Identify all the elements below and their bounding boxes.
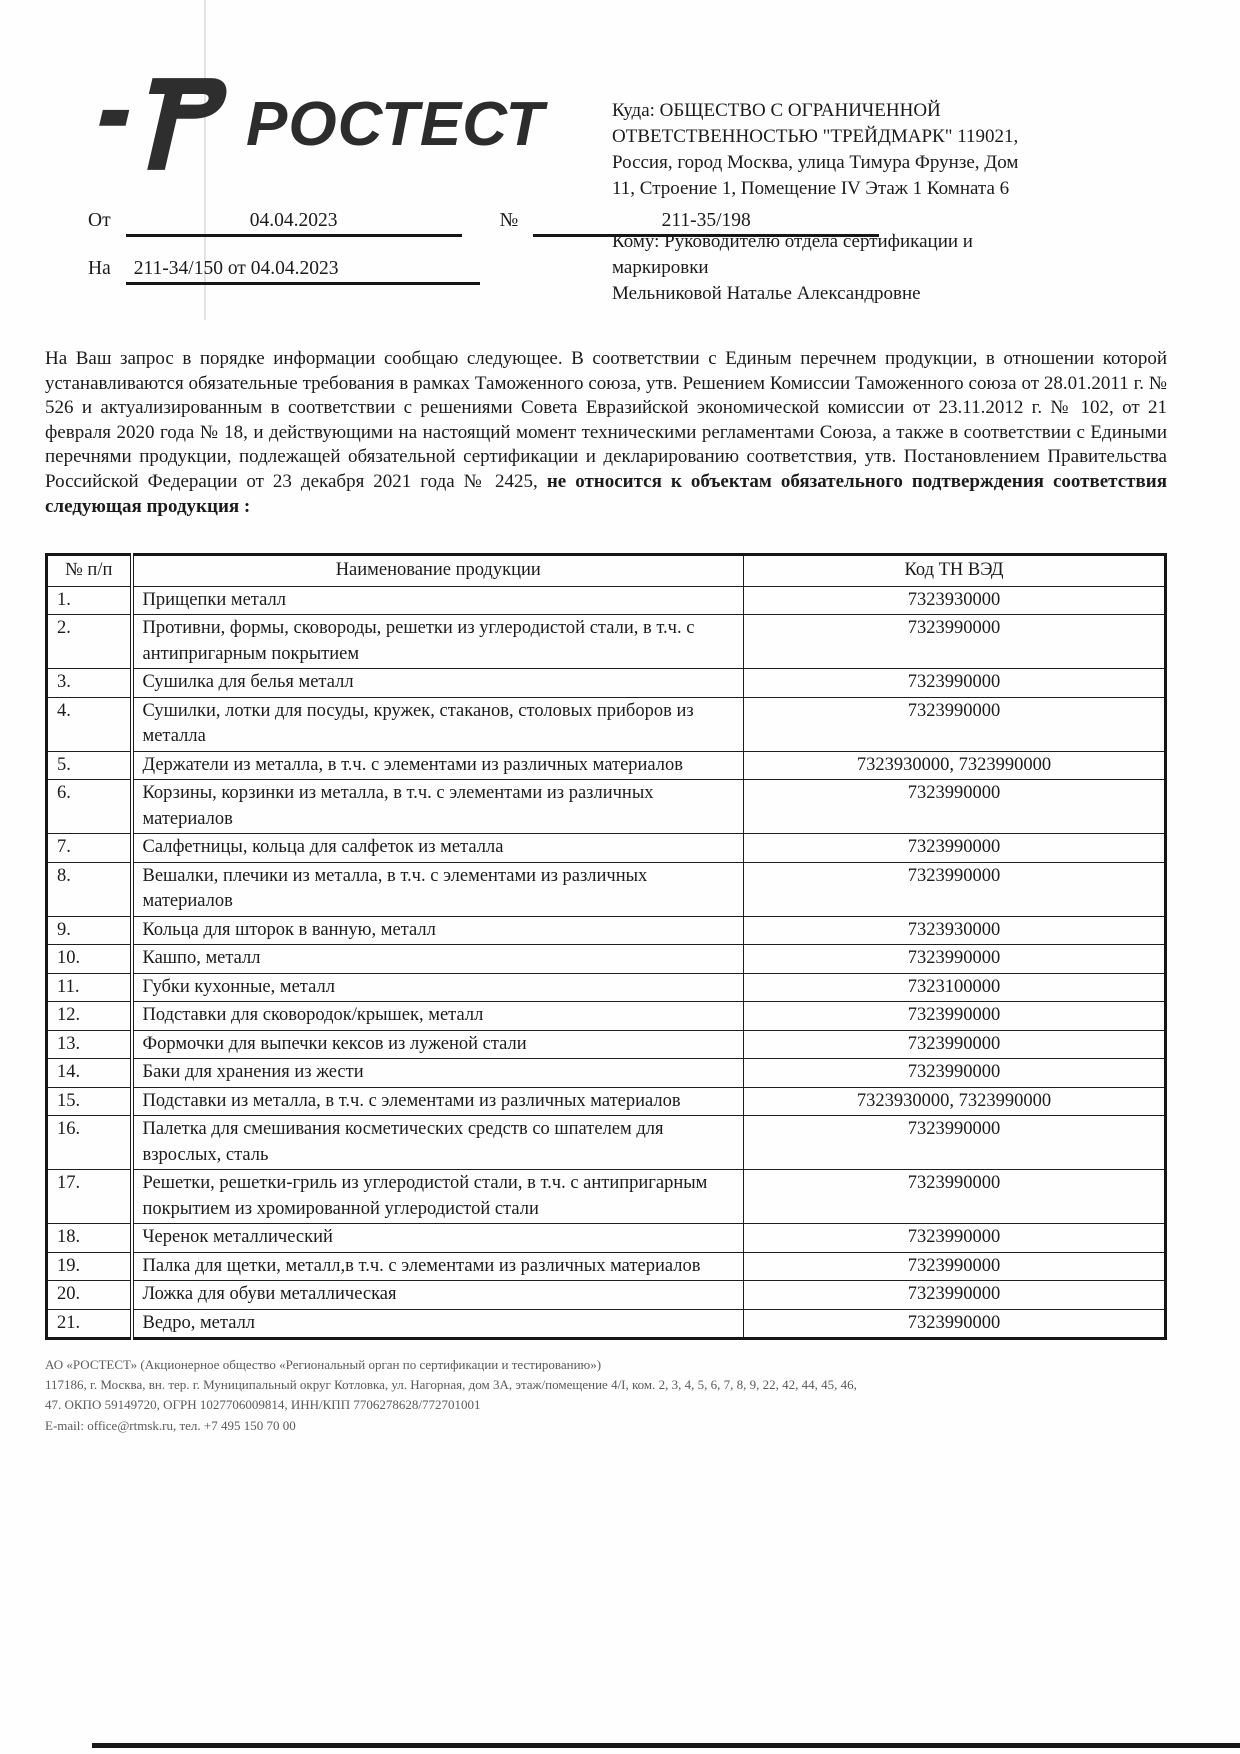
cell-code: 7323990000 xyxy=(744,780,1166,834)
table-row xyxy=(47,615,1166,669)
table-row xyxy=(47,862,1166,916)
table-row xyxy=(47,1059,1166,1088)
cell-num: 18. xyxy=(47,1224,132,1253)
footer-address-line: 117186, г. Москва, вн. тер. г. Муниципальный округ Котловка, ул. Нагорная, дом 3А, этаж/помещение 4/I, ком. 2, 3, 4, 5, 6, 7, 8, 9, 22, 42, 44, 45, 46, xyxy=(45,1377,857,1393)
cell-num: 13. xyxy=(47,1030,132,1059)
col-header-code: Код ТН ВЭД xyxy=(744,555,1166,587)
table-row xyxy=(47,751,1166,780)
table-row xyxy=(47,1309,1166,1339)
cell-code: 7323990000 xyxy=(744,1281,1166,1310)
table-row xyxy=(47,1116,1166,1170)
cell-code: 7323930000 xyxy=(744,586,1166,615)
cell-num: 15. xyxy=(47,1087,132,1116)
letter-date: 04.04.2023 xyxy=(126,210,462,237)
cell-code: 7323990000 xyxy=(744,1002,1166,1031)
footer-contacts-line: E-mail: office@rtmsk.ru, тел. +7 495 150 70 00 xyxy=(45,1417,296,1433)
cell-name: Подставки из металла, в т.ч. с элементами из различных материалов xyxy=(132,1087,744,1116)
cell-code: 7323990000 xyxy=(744,945,1166,974)
letter-body xyxy=(45,347,1167,519)
letterhead-footer xyxy=(45,1355,1167,1436)
cell-num: 6. xyxy=(47,780,132,834)
recipient-person: Мельниковой Наталье Александровне xyxy=(612,283,921,304)
cell-code: 7323990000 xyxy=(744,1309,1166,1339)
recipient-address: Куда: ОБЩЕСТВО С ОГРАНИЧЕННОЙ ОТВЕТСТВЕННОСТЬЮ "ТРЕЙДМАРК" 119021, Россия, город Москва, улица Тимура Фрунзе, Дом 11, Строение 1, Помещение IV Этаж 1 Комната 6 xyxy=(612,100,1019,199)
cell-name: Черенок металлический xyxy=(132,1224,744,1253)
table-row xyxy=(47,586,1166,615)
cell-num: 19. xyxy=(47,1252,132,1281)
cell-name: Вешалки, плечики из металла, в т.ч. с элементами из различных материалов xyxy=(132,862,744,916)
cell-name: Кольца для шторок в ванную, металл xyxy=(132,916,744,945)
table-row xyxy=(47,1002,1166,1031)
table-row xyxy=(47,669,1166,698)
col-header-name: Наименование продукции xyxy=(132,555,744,587)
table-row xyxy=(47,973,1166,1002)
cell-num: 16. xyxy=(47,1116,132,1170)
cell-num: 1. xyxy=(47,586,132,615)
scan-edge-artifact xyxy=(92,1743,1240,1748)
cell-code: 7323990000 xyxy=(744,834,1166,863)
footer-registry-line: 47. ОКПО 59149720, ОГРН 1027706009814, ИНН/КПП 7706278628/772701001 xyxy=(45,1397,481,1413)
cell-code: 7323990000 xyxy=(744,1224,1166,1253)
cell-code: 7323930000, 7323990000 xyxy=(744,751,1166,780)
cell-code: 7323990000 xyxy=(744,697,1166,751)
cell-name: Противни, формы, сковороды, решетки из углеродистой стали, в т.ч. с антипригарным покрытием xyxy=(132,615,744,669)
cell-code: 7323990000 xyxy=(744,1252,1166,1281)
cell-name: Подставки для сковородок/крышек, металл xyxy=(132,1002,744,1031)
cell-name: Баки для хранения из жести xyxy=(132,1059,744,1088)
from-label: От xyxy=(88,210,111,231)
rostest-logo-text: РОСТЕСТ xyxy=(246,89,545,159)
cell-num: 11. xyxy=(47,973,132,1002)
reply-label: На xyxy=(88,258,111,279)
cell-num: 17. xyxy=(47,1170,132,1224)
cell-name: Губки кухонные, металл xyxy=(132,973,744,1002)
cell-num: 14. xyxy=(47,1059,132,1088)
cell-code: 7323100000 xyxy=(744,973,1166,1002)
cell-name: Держатели из металла, в т.ч. с элементами из различных материалов xyxy=(132,751,744,780)
table-row xyxy=(47,945,1166,974)
product-table xyxy=(45,553,1167,1340)
cell-num: 12. xyxy=(47,1002,132,1031)
table-row xyxy=(47,697,1166,751)
reply-reference: 211-34/150 от 04.04.2023 xyxy=(126,258,480,285)
body-text-bold: не относится к объектам обязательного подтверждения соответствия следующая продукция : xyxy=(45,470,1167,517)
cell-code: 7323990000 xyxy=(744,862,1166,916)
table-row xyxy=(47,1252,1166,1281)
letter-number: 211-35/198 xyxy=(533,210,879,237)
cell-name: Прищепки металл xyxy=(132,586,744,615)
cell-name: Кашпо, металл xyxy=(132,945,744,974)
outgoing-reference-line xyxy=(88,210,879,237)
table-row xyxy=(47,1224,1166,1253)
number-label: № xyxy=(499,210,519,231)
recipient-attention: Кому: Руководителю отдела сертификации и маркировки xyxy=(612,231,973,278)
cell-num: 9. xyxy=(47,916,132,945)
cell-name: Сушилка для белья металл xyxy=(132,669,744,698)
rostest-logo-mark xyxy=(80,68,230,180)
body-text-normal: На Ваш запрос в порядке информации сообщаю следующее. В соответствии с Единым перечнем продукции, в отношении которой устанавливаются обязательные требования в рамках Таможенного союза, утв. Решением Комиссии Таможенного союза от 28.01.2011 г. № 526 и актуализированным в соответствии с решениями Совета Евразийской экономической комиссии от 23.11.2012 г. № 102, от 21 февраля 2020 года № 18, и действующими на настоящий момент техническими регламентами Союза, а также в соответствии с Едиными перечнями продукции, подлежащей обязательной сертификации и декларированию соответствия, утв. Постановлением Правительства Российской Федерации от 23 декабря 2021 года № 2425, xyxy=(45,348,1167,492)
cell-code: 7323930000 xyxy=(744,916,1166,945)
cell-code: 7323930000, 7323990000 xyxy=(744,1087,1166,1116)
cell-code: 7323990000 xyxy=(744,1170,1166,1224)
cell-num: 8. xyxy=(47,862,132,916)
cell-name: Салфетницы, кольца для салфеток из металла xyxy=(132,834,744,863)
rostest-logo xyxy=(80,68,545,180)
reference-block xyxy=(88,210,879,285)
table-row xyxy=(47,1281,1166,1310)
cell-code: 7323990000 xyxy=(744,1116,1166,1170)
table-row xyxy=(47,1030,1166,1059)
product-table-body xyxy=(47,586,1166,1339)
cell-num: 7. xyxy=(47,834,132,863)
cell-name: Корзины, корзинки из металла, в т.ч. с элементами из различных материалов xyxy=(132,780,744,834)
table-row xyxy=(47,916,1166,945)
table-header-row xyxy=(47,555,1166,587)
col-header-num: № п/п xyxy=(47,555,132,587)
cell-num: 3. xyxy=(47,669,132,698)
cell-num: 21. xyxy=(47,1309,132,1339)
table-row xyxy=(47,780,1166,834)
cell-code: 7323990000 xyxy=(744,615,1166,669)
cell-name: Палка для щетки, металл,в т.ч. с элементами из различных материалов xyxy=(132,1252,744,1281)
cell-name: Решетки, решетки-гриль из углеродистой стали, в т.ч. с антипригарным покрытием из хромированной углеродистой стали xyxy=(132,1170,744,1224)
cell-num: 5. xyxy=(47,751,132,780)
cell-code: 7323990000 xyxy=(744,1059,1166,1088)
table-row xyxy=(47,1170,1166,1224)
table-row xyxy=(47,1087,1166,1116)
incoming-reference-line xyxy=(88,258,879,285)
cell-name: Ведро, металл xyxy=(132,1309,744,1339)
cell-num: 10. xyxy=(47,945,132,974)
table-row xyxy=(47,834,1166,863)
cell-name: Ложка для обуви металлическая xyxy=(132,1281,744,1310)
cell-name: Формочки для выпечки кексов из луженой стали xyxy=(132,1030,744,1059)
cell-name: Палетка для смешивания косметических средств со шпателем для взрослых, сталь xyxy=(132,1116,744,1170)
cell-num: 2. xyxy=(47,615,132,669)
footer-company-line: АО «РОСТЕСТ» (Акционерное общество «Региональный орган по сертификации и тестированию») xyxy=(45,1357,602,1373)
cell-num: 20. xyxy=(47,1281,132,1310)
letter-main xyxy=(45,347,1167,1436)
cell-num: 4. xyxy=(47,697,132,751)
cell-code: 7323990000 xyxy=(744,669,1166,698)
cell-name: Сушилки, лотки для посуды, кружек, стаканов, столовых приборов из металла xyxy=(132,697,744,751)
cell-code: 7323990000 xyxy=(744,1030,1166,1059)
